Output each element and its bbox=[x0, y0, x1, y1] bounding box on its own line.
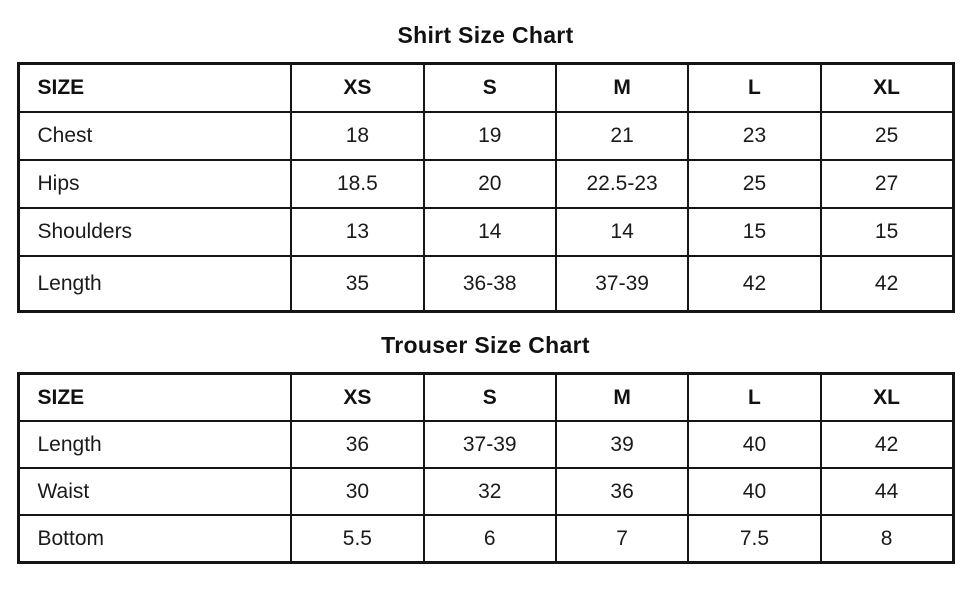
trouser-column-header-l: L bbox=[688, 374, 820, 422]
size-value-cell: 36 bbox=[556, 468, 688, 515]
size-value-cell: 13 bbox=[291, 208, 423, 256]
size-value-cell: 18.5 bbox=[291, 160, 423, 208]
size-value-cell: 40 bbox=[688, 421, 820, 468]
size-value-cell: 8 bbox=[821, 515, 953, 563]
trouser-column-header-s: S bbox=[424, 374, 556, 422]
trouser-column-header-m: M bbox=[556, 374, 688, 422]
size-value-cell: 44 bbox=[821, 468, 953, 515]
shirt-header-row bbox=[18, 64, 953, 113]
size-value-cell: 14 bbox=[556, 208, 688, 256]
shirt-column-header-m: M bbox=[556, 64, 688, 113]
row-label-hips: Hips bbox=[18, 160, 291, 208]
table-row-length bbox=[18, 256, 953, 312]
shirt-column-header-xs: XS bbox=[291, 64, 423, 113]
size-value-cell: 35 bbox=[291, 256, 423, 312]
trouser-chart-title: Trouser Size Chart bbox=[381, 332, 590, 358]
size-value-cell: 7 bbox=[556, 515, 688, 563]
size-value-cell: 23 bbox=[688, 112, 820, 160]
row-label-length: Length bbox=[18, 256, 291, 312]
row-label-bottom: Bottom bbox=[18, 515, 291, 563]
size-value-cell: 42 bbox=[821, 256, 953, 312]
row-label-chest: Chest bbox=[18, 112, 291, 160]
shirt-column-header-xl: XL bbox=[821, 64, 953, 113]
size-value-cell: 37-39 bbox=[424, 421, 556, 468]
size-value-cell: 36-38 bbox=[424, 256, 556, 312]
row-label-trouser-length: Length bbox=[18, 421, 291, 468]
shirt-column-header-size: SIZE bbox=[18, 64, 291, 113]
trouser-header-row bbox=[18, 374, 953, 422]
size-value-cell: 36 bbox=[291, 421, 423, 468]
size-value-cell: 27 bbox=[821, 160, 953, 208]
size-value-cell: 32 bbox=[424, 468, 556, 515]
trouser-column-header-size: SIZE bbox=[18, 374, 291, 422]
size-value-cell: 30 bbox=[291, 468, 423, 515]
trouser-column-header-xl: XL bbox=[821, 374, 953, 422]
table-row-trouser-length bbox=[18, 421, 953, 468]
size-value-cell: 15 bbox=[688, 208, 820, 256]
size-value-cell: 42 bbox=[688, 256, 820, 312]
table-row-bottom bbox=[18, 515, 953, 563]
size-value-cell: 6 bbox=[424, 515, 556, 563]
size-value-cell: 7.5 bbox=[688, 515, 820, 563]
table-row-hips bbox=[18, 160, 953, 208]
size-value-cell: 37-39 bbox=[556, 256, 688, 312]
row-label-shoulders: Shoulders bbox=[18, 208, 291, 256]
size-value-cell: 39 bbox=[556, 421, 688, 468]
size-value-cell: 5.5 bbox=[291, 515, 423, 563]
size-value-cell: 42 bbox=[821, 421, 953, 468]
table-row-chest bbox=[18, 112, 953, 160]
size-value-cell: 21 bbox=[556, 112, 688, 160]
size-value-cell: 20 bbox=[424, 160, 556, 208]
trouser-column-header-xs: XS bbox=[291, 374, 423, 422]
shirt-chart-title: Shirt Size Chart bbox=[397, 22, 574, 48]
size-value-cell: 19 bbox=[424, 112, 556, 160]
size-value-cell: 22.5-23 bbox=[556, 160, 688, 208]
size-value-cell: 40 bbox=[688, 468, 820, 515]
shirt-column-header-l: L bbox=[688, 64, 820, 113]
size-value-cell: 15 bbox=[821, 208, 953, 256]
size-value-cell: 25 bbox=[688, 160, 820, 208]
size-value-cell: 14 bbox=[424, 208, 556, 256]
table-row-shoulders bbox=[18, 208, 953, 256]
row-label-waist: Waist bbox=[18, 468, 291, 515]
size-value-cell: 18 bbox=[291, 112, 423, 160]
size-value-cell: 25 bbox=[821, 112, 953, 160]
table-row-waist bbox=[18, 468, 953, 515]
shirt-column-header-s: S bbox=[424, 64, 556, 113]
trouser-size-table bbox=[17, 372, 955, 564]
shirt-size-table bbox=[17, 62, 955, 313]
